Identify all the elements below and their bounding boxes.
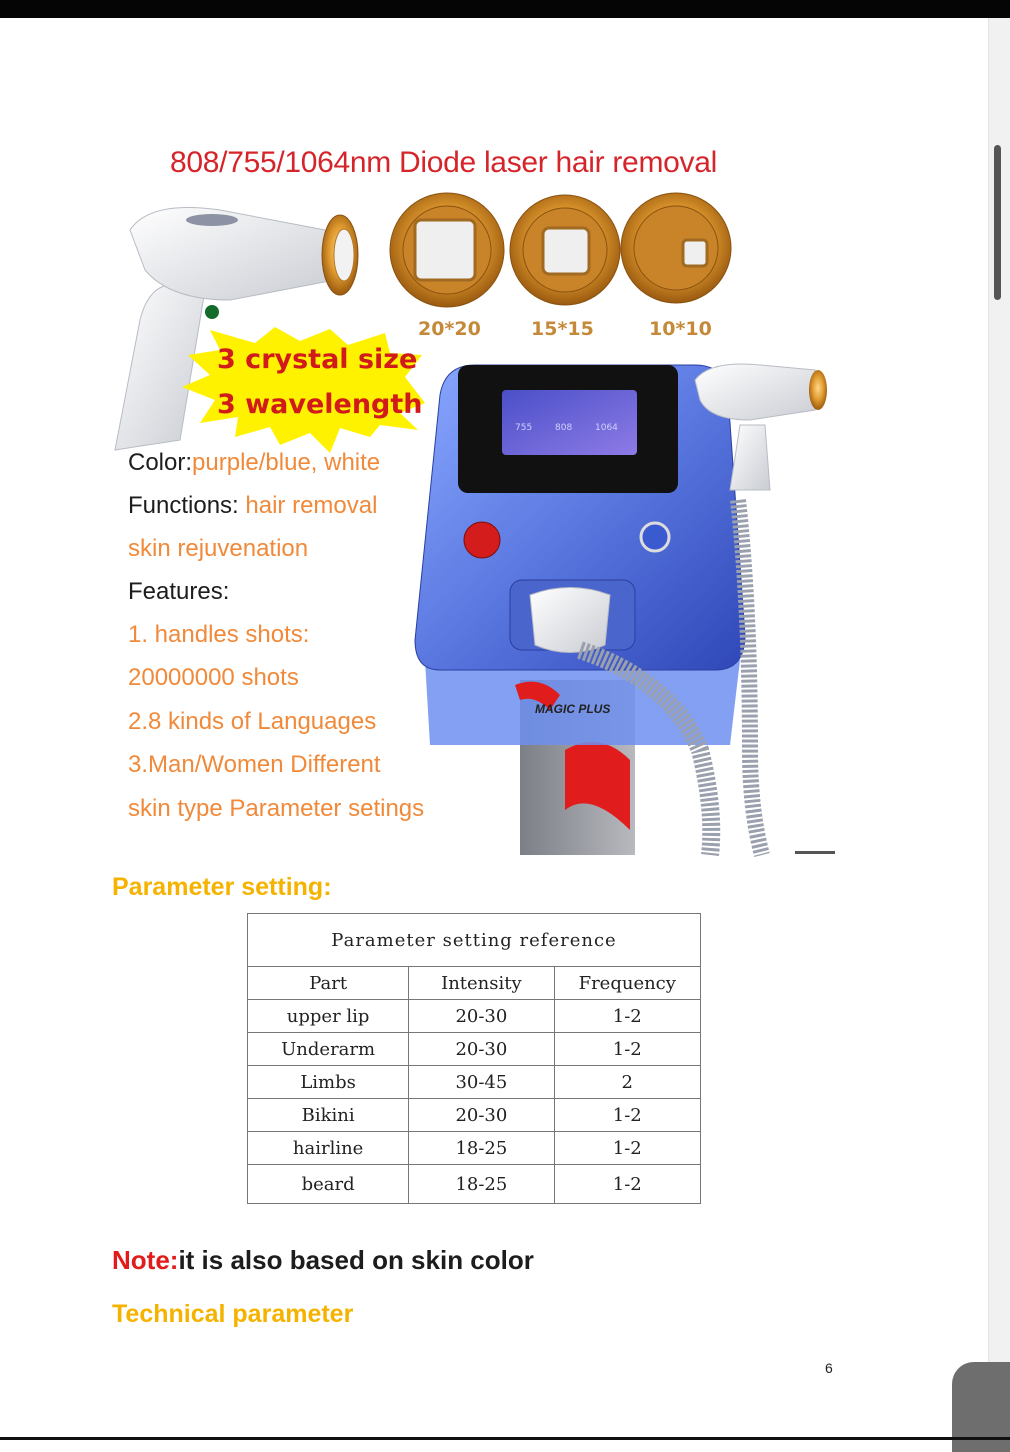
table-cell: Bikini [248,1099,409,1132]
table-cell: 20-30 [409,1000,554,1033]
spec-color: Color:purple/blue, white [128,449,381,476]
table-cell: 1-2 [554,1165,700,1204]
table-cell: 18-25 [409,1165,554,1204]
table-cell: hairline [248,1132,409,1165]
divider-mark [795,851,835,854]
table-cell: 30-45 [409,1066,554,1099]
table-header-part: Part [248,967,409,1000]
spec-functions: Functions: hair removal [128,492,378,519]
crystal-tip-medium [510,195,620,305]
table-cell: 1-2 [554,1099,700,1132]
table-cell: 18-25 [409,1132,554,1165]
table-header-frequency: Frequency [554,967,700,1000]
table-cell: 2 [554,1066,700,1099]
tip-size-medium: 15*15 [531,318,594,340]
burst-line-2: 3 wavelength [217,389,423,420]
parameter-table [247,913,701,1204]
table-cell: Limbs [248,1066,409,1099]
emergency-stop-button [464,522,500,558]
table-row [248,1132,701,1165]
spec-feature-4: 3.Man/Women Different [128,751,381,778]
table-row [248,1033,701,1066]
table-row [248,1165,701,1204]
table-cell: 1-2 [554,1000,700,1033]
page-title: 808/755/1064nm Diode laser hair removal [170,146,717,179]
key-switch [641,523,669,551]
crystal-tip-small [621,193,731,303]
spec-feature-1: 1. handles shots: [128,621,310,648]
table-cell: beard [248,1165,409,1204]
scrollbar-thumb[interactable] [994,145,1001,300]
table-row [248,1066,701,1099]
spec-functions-2: skin rejuvenation [128,535,309,562]
spec-features-label: Features: [128,578,230,605]
technical-heading: Technical parameter [112,1300,354,1328]
table-row [248,1099,701,1132]
svg-text:755: 755 [515,423,533,433]
table-header-intensity: Intensity [409,967,554,1000]
spec-feature-3: 2.8 kinds of Languages [128,708,377,735]
table-cell: Underarm [248,1033,409,1066]
tip-size-small: 10*10 [649,318,712,340]
spec-feature-5: skin type Parameter setings [128,795,425,822]
table-cell: 20-30 [409,1099,554,1132]
burst-line-1: 3 crystal size [217,344,418,375]
table-cell: 1-2 [554,1033,700,1066]
crystal-tip-large [390,193,504,307]
page-number: 6 [825,1360,833,1376]
note-text: Note:it is also based on skin color [112,1245,534,1275]
table-caption: Parameter setting reference [248,914,701,967]
parameter-heading: Parameter setting: [112,873,332,901]
svg-text:808: 808 [555,423,573,433]
table-cell: upper lip [248,1000,409,1033]
table-row [248,1000,701,1033]
table-cell: 1-2 [554,1132,700,1165]
svg-text:1064: 1064 [595,423,618,433]
top-status-bar [0,0,1010,18]
brand-label: MAGIC PLUS [535,702,611,716]
spec-feature-2: 20000000 shots [128,664,299,691]
tip-size-large: 20*20 [418,318,481,340]
table-cell: 20-30 [409,1033,554,1066]
